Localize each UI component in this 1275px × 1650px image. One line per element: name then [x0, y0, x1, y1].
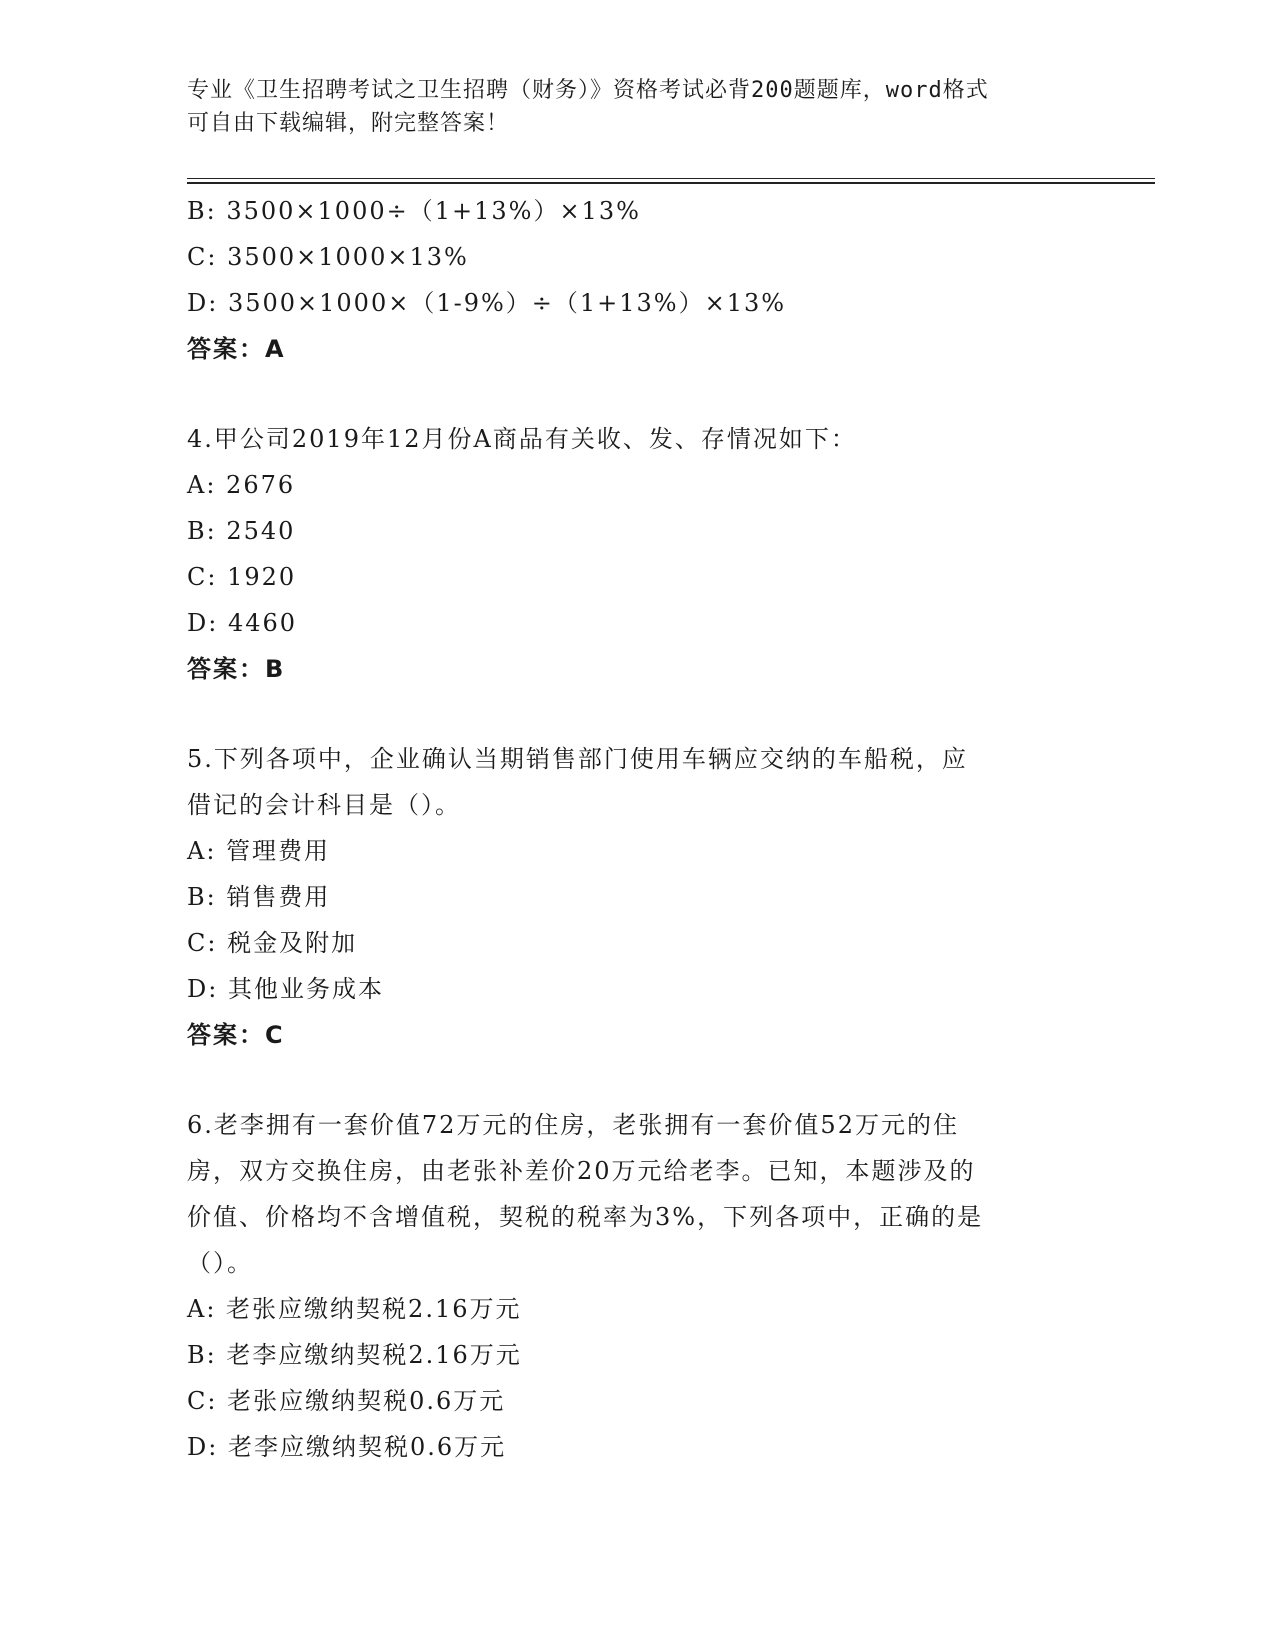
- question-stem-line-2: 房，双方交换住房，由老张补差价20万元给老李。已知，本题涉及的: [187, 1157, 976, 1185]
- question-3: [187, 188, 1087, 372]
- question-stem-line-1: 5.下列各项中，企业确认当期销售部门使用车辆应交纳的车船税，应: [187, 745, 968, 773]
- option-c: C: 1920: [187, 563, 297, 591]
- option-c: C: 老张应缴纳契税0.6万元: [187, 1387, 506, 1415]
- question-stem: 4.甲公司2019年12月份A商品有关收、发、存情况如下：: [187, 425, 857, 453]
- question-list: [187, 188, 1087, 1470]
- option-b: B: 销售费用: [187, 883, 331, 911]
- option-a: A: 2676: [187, 471, 296, 499]
- spacer: [187, 1058, 1087, 1102]
- option-b: B: 2540: [187, 517, 296, 545]
- document-header: [187, 74, 1087, 140]
- answer-label: 答案：B: [187, 655, 286, 683]
- option-c: C: 税金及附加: [187, 929, 358, 957]
- question-stem-line-2: 借记的会计科目是（）。: [187, 791, 461, 819]
- answer-label: 答案：C: [187, 1021, 285, 1049]
- spacer: [187, 372, 1087, 416]
- question-stem-line-4: （）。: [187, 1249, 253, 1277]
- option-d: D: 3500×1000×（1-9%）÷（1+13%）×13%: [187, 289, 787, 317]
- option-d: D: 4460: [187, 609, 298, 637]
- header-divider: [187, 178, 1155, 184]
- option-d: D: 老李应缴纳契税0.6万元: [187, 1433, 507, 1461]
- option-d: D: 其他业务成本: [187, 975, 384, 1003]
- spacer: [187, 692, 1087, 736]
- header-title-line-2: 可自由下载编辑，附完整答案！: [187, 111, 510, 136]
- option-c: C: 3500×1000×13%: [187, 243, 469, 271]
- option-b: B: 3500×1000÷（1+13%）×13%: [187, 197, 641, 225]
- option-a: A: 管理费用: [187, 837, 331, 865]
- header-title-line-1: 专业《卫生招聘考试之卫生招聘（财务）》资格考试必背200题题库，word格式: [187, 78, 989, 103]
- option-a: A: 老张应缴纳契税2.16万元: [187, 1295, 522, 1323]
- question-4: [187, 416, 1087, 692]
- question-6: [187, 1102, 1087, 1470]
- question-5: [187, 736, 1087, 1058]
- answer-label: 答案：A: [187, 335, 286, 363]
- question-stem-line-1: 6.老李拥有一套价值72万元的住房，老张拥有一套价值52万元的住: [187, 1111, 959, 1139]
- question-stem-line-3: 价值、价格均不含增值税，契税的税率为3%，下列各项中，正确的是: [187, 1203, 984, 1231]
- option-b: B: 老李应缴纳契税2.16万元: [187, 1341, 522, 1369]
